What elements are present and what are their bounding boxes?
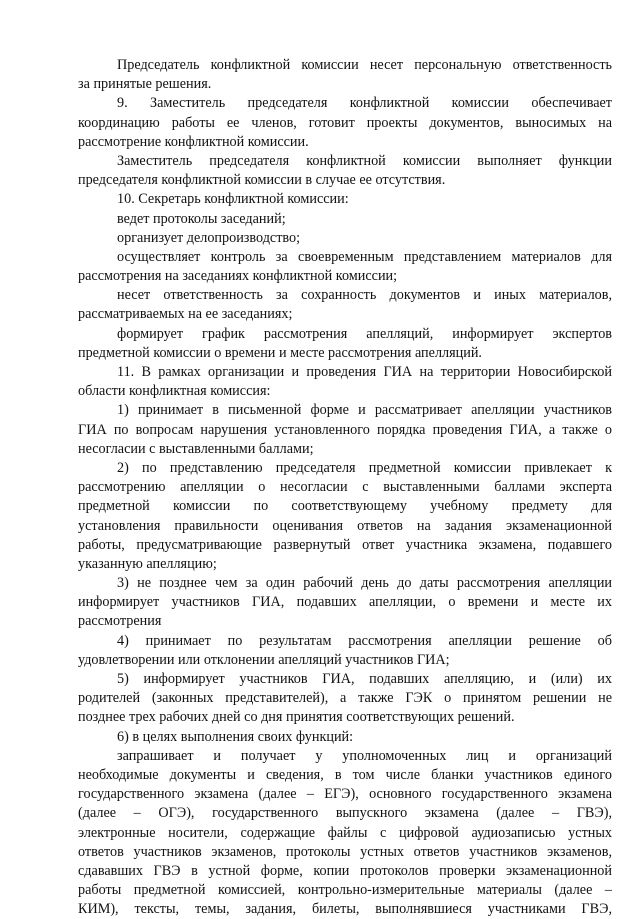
text-line: государственного экзамена (далее – ЕГЭ), основного государственного экзамена bbox=[78, 786, 612, 803]
text-line: Председатель конфликтной комиссии несет персональную ответственность bbox=[117, 57, 612, 73]
text-line: информирует участников ГИА, подавших апелляции, о времени и месте их bbox=[78, 594, 612, 611]
text-line: несет ответственность за сохранность документов и иных материалов, bbox=[117, 287, 612, 304]
text-line: 5) информирует участников ГИА, подавших апелляцию, и (или) их bbox=[117, 671, 612, 687]
text-line: организует делопроизводство; bbox=[117, 229, 301, 246]
text-line: ГИА по вопросам нарушения установленного порядка проведения ГИА, а также о bbox=[78, 421, 612, 438]
text-line: рассмотрения на заседаниях конфликтной комиссии; bbox=[78, 268, 398, 285]
text-line: 1) принимает в письменной форме и рассматривает апелляции участников bbox=[117, 402, 612, 419]
text-line: несогласии с выставленными баллами; bbox=[78, 440, 314, 457]
text-line: указанную апелляцию; bbox=[78, 555, 217, 572]
text-line: необходимые документы и сведения, в том числе бланки участников единого bbox=[78, 766, 612, 783]
text-line: запрашивает и получает у уполномоченных лиц и организаций bbox=[117, 747, 612, 764]
text-line: рассмотрения bbox=[78, 613, 162, 630]
text-line: (далее – ОГЭ), государственного выпускного экзамена (далее – ГВЭ), bbox=[78, 805, 612, 822]
text-line: формирует график рассмотрения апелляций, информирует экспертов bbox=[117, 325, 612, 342]
text-line: 2) по представлению председателя предметной комиссии привлекает к bbox=[117, 459, 612, 476]
text-line: позднее трех рабочих дней со дня принятия соответствующих решений. bbox=[78, 709, 515, 726]
text-line: координацию работы ее членов, готовит проекты документов, выносимых на bbox=[78, 114, 612, 131]
text-line: предметной комиссии о времени и месте рассмотрения апелляций. bbox=[78, 344, 482, 361]
text-line: 6) в целях выполнения своих функций: bbox=[117, 728, 354, 745]
text-line: работы, предусматривающие развернутый ответ участника экзамена, подавшего bbox=[78, 536, 612, 553]
text-line: рассмотрение конфликтной комиссии. bbox=[78, 133, 309, 150]
text-line: осуществляет контроль за своевременным представлением материалов для bbox=[117, 248, 612, 265]
text-line: 9. Заместитель председателя конфликтной комиссии обеспечивает bbox=[117, 95, 612, 112]
text-line: 3) не позднее чем за один рабочий день до даты рассмотрения апелляции bbox=[117, 575, 612, 592]
text-line: работы предметной комиссией, контрольно-измерительные материалы (далее – bbox=[78, 882, 612, 899]
text-line: удовлетворении или отклонении апелляций участников ГИА; bbox=[78, 651, 450, 668]
text-line: Заместитель председателя конфликтной комиссии выполняет функции bbox=[117, 152, 612, 169]
text-line: председателя конфликтной комиссии в случае ее отсутствия. bbox=[78, 172, 446, 189]
text-line: ответов участников экзаменов, протоколы устных ответов участников экзаменов, bbox=[78, 843, 612, 860]
text-line: родителей (законных представителей), а также ГЭК о принятом решении не bbox=[78, 690, 612, 707]
text-line: предметной комиссии по соответствующему учебному предмету для bbox=[78, 498, 612, 515]
text-line: рассматриваемых на ее заседаниях; bbox=[78, 306, 293, 323]
text-line: КИМ), тексты, темы, задания, билеты, выполнявшиеся участниками ГВЭ, bbox=[78, 901, 612, 918]
text-line: за принятые решения. bbox=[78, 76, 212, 93]
text-line: ведет протоколы заседаний; bbox=[117, 210, 286, 227]
text-line: области конфликтная комиссия: bbox=[78, 383, 271, 400]
text-line: 11. В рамках организации и проведения ГИА на территории Новосибирской bbox=[117, 364, 612, 380]
text-line: 4) принимает по результатам рассмотрения апелляции решение об bbox=[117, 632, 612, 649]
text-line: установления правильности оценивания ответов на задания экзаменационной bbox=[78, 517, 612, 534]
text-line: электронные носители, содержащие файлы с цифровой аудиозаписью устных bbox=[78, 824, 612, 841]
text-line: 10. Секретарь конфликтной комиссии: bbox=[117, 191, 349, 208]
text-line: рассмотрению апелляции о несогласии с выставленными баллами эксперта bbox=[78, 479, 612, 496]
document-body bbox=[78, 56, 612, 919]
text-line: сдававших ГВЭ в устной форме, копии протоколов проверки экзаменационной bbox=[78, 862, 612, 879]
